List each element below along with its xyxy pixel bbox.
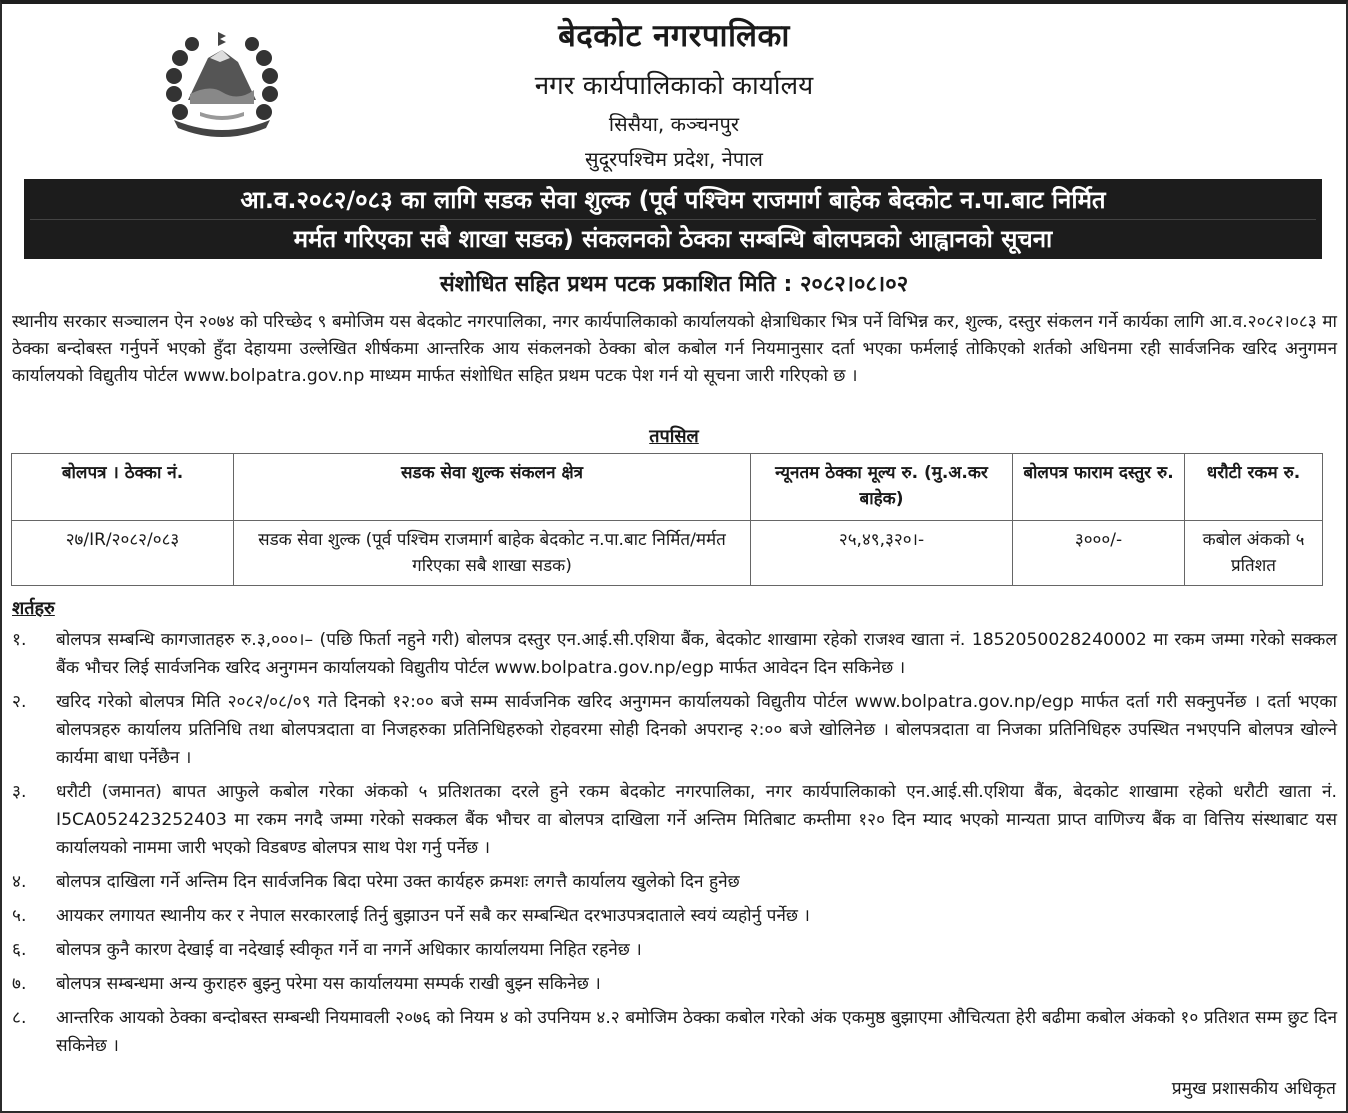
cell-min-value: २५,४९,३२०।- xyxy=(751,521,1013,586)
notice-title-banner xyxy=(24,179,1322,259)
term-text: खरिद गरेको बोलपत्र मिति २०८२/०८/०९ गते दिनको १२:०० बजे सम्म सार्वजनिक खरिद अनुगमन कार्यालयको विद्युतीय पोर्टल www.bolpatra.gov.np/egp मार्फत दर्ता गरी सक्नुपर्नेछ । दर्ता भएका बोलपत्रहरु कार्यालय प्रतिनिधि तथा बोलपत्रदाता वा निजहरुका प्रतिनिधिहरुको रोहवरमा सोही दिनको अपरान्ह २:०० बजे खोलिनेछ । बोलपत्रदाता वा निजका प्रतिनिधिहरु उपस्थित नभएपनि बोलपत्र खोल्ने कार्यमा बाधा पर्नेछैन । xyxy=(56,692,1337,768)
organization-name: बेदकोट नगरपालिका xyxy=(558,18,790,54)
terms-list xyxy=(12,626,1337,1066)
col-deposit: धरौटी रकम रु. xyxy=(1185,454,1323,521)
office-name: नगर कार्यपालिकाको कार्यालय xyxy=(534,71,814,101)
cell-deposit: कबोल अंकको ५ प्रतिशत xyxy=(1185,521,1323,586)
cell-form-fee: ३०००/- xyxy=(1013,521,1185,586)
signatory-title: प्रमुख प्रशासकीय अधिकृत xyxy=(1171,1079,1336,1099)
terms-title: शर्तहरु xyxy=(12,598,55,619)
term-item xyxy=(12,688,1337,772)
schedule-title: तपसिल xyxy=(649,426,699,447)
col-min-value: न्यूनतम ठेक्का मूल्य रु. (मु.अ.कर बाहेक) xyxy=(751,454,1013,521)
term-number: ६. xyxy=(12,940,27,960)
term-item xyxy=(12,970,1337,998)
office-location: सिसैया, कञ्चनपुर xyxy=(608,112,740,136)
table-row xyxy=(12,521,1323,586)
term-text: बोलपत्र कुनै कारण देखाई वा नदेखाई स्वीकृत गर्ने वा नगर्ने अधिकार कार्यालयमा निहित रहनेछ । xyxy=(56,940,642,960)
term-number: ३. xyxy=(12,782,27,802)
schedule-table xyxy=(11,453,1323,586)
term-number: ७. xyxy=(12,974,27,994)
term-text: आन्तरिक आयको ठेक्का बन्दोबस्त सम्बन्धी नियमावली २०७६ को नियम ४ को उपनियम ४.२ बमोजिम ठेक्का कबोल गरेको अंक एकमुष्ठ बुझाएमा औचित्यता हेरी बढीमा कबोल अंकको १० प्रतिशत सम्म छुट दिन सकिनेछ । xyxy=(56,1008,1337,1056)
table-header-row xyxy=(12,454,1323,521)
term-item xyxy=(12,1004,1337,1060)
col-collection-area: सडक सेवा शुल्क संकलन क्षेत्र xyxy=(234,454,751,521)
term-item xyxy=(12,626,1337,682)
banner-line-1: आ.व.२०८२/०८३ का लागि सडक सेवा शुल्क (पूर्व पश्चिम राजमार्ग बाहेक बेदकोट न.पा.बाट निर्मित xyxy=(240,186,1106,214)
term-number: ४. xyxy=(12,872,27,892)
term-item xyxy=(12,868,1337,896)
cell-contract-no: २७/IR/२०८२/०८३ xyxy=(12,521,234,586)
term-number: ८. xyxy=(12,1008,27,1028)
term-item xyxy=(12,778,1337,862)
term-item xyxy=(12,902,1337,930)
banner-line-2: मर्मत गरिएका सबै शाखा सडक) संकलनको ठेक्का सम्बन्धि बोलपत्रको आह्वानको सूचना xyxy=(293,225,1053,253)
intro-paragraph: स्थानीय सरकार सञ्चालन ऐन २०७४ को परिच्छेद ९ बमोजिम यस बेदकोट नगरपालिका, नगर कार्यपालिकाको कार्यालयको क्षेत्राधिकार भित्र पर्ने विभिन्न कर, शुल्क, दस्तुर संकलन गर्ने कार्यका लागि आ.व.२०८२।०८३ मा ठेक्का बन्दोबस्त गर्नुपर्ने भएको हुँदा देहायमा उल्लेखित शीर्षकमा आन्तरिक आय संकलनको ठेक्का बोल कबोल गर्न नियमानुसार दर्ता भएका फर्मलाई तोकिएको शर्तको अधिनमा रही सार्वजनिक खरिद अनुगमन कार्यालयको विद्युतीय पोर्टल www.bolpatra.gov.np माध्यम मार्फत संशोधित सहित प्रथम पटक पेश गर्न यो सूचना जारी गरिएको छ । xyxy=(12,312,1337,386)
publication-date: संशोधित सहित प्रथम पटक प्रकाशित मिति : २०८२।०८।०२ xyxy=(439,272,909,297)
col-contract-no: बोलपत्र । ठेक्का नं. xyxy=(12,454,234,521)
term-number: २. xyxy=(12,692,27,712)
province-name: सुदूरपश्चिम प्रदेश, नेपाल xyxy=(585,147,763,171)
term-text: बोलपत्र दाखिला गर्ने अन्तिम दिन सार्वजनिक बिदा परेमा उक्त कार्यहरु क्रमशः लगत्तै कार्यालय खुलेको दिन हुनेछ xyxy=(56,872,740,892)
term-text: बोलपत्र सम्बन्धमा अन्य कुराहरु बुझ्नु परेमा यस कार्यालयमा सम्पर्क राखी बुझ्न सकिनेछ । xyxy=(56,974,601,994)
term-text: धरौटी (जमानत) बापत आफुले कबोल गरेका अंकको ५ प्रतिशतका दरले हुने रकम बेदकोट नगरपालिका, नगर कार्यपालिकाको एन.आई.सी.एशिया बैंक, बेदकोट शाखामा रहेको धरौटी खाता नं. I5CA052423252403 मा रकम नगदै जम्मा गरेको सक्कल बैंक भौचर वा बोलपत्र दाखिला गर्ने अन्तिम मितिबाट कम्तीमा १२० दिन म्याद भएको मान्यता प्राप्त वाणिज्य बैंक वा वित्तिय संस्थाबाट यस कार्यालयको नाममा जारी भएको विडबण्ड बोलपत्र साथ पेश गर्नु पर्नेछ । xyxy=(56,782,1337,858)
term-number: १. xyxy=(12,630,27,650)
term-number: ५. xyxy=(12,906,27,926)
term-text: आयकर लगायत स्थानीय कर र नेपाल सरकारलाई तिर्नु बुझाउन पर्ने सबै कर सम्बन्धित दरभाउपत्रदाताले स्वयं व्यहोर्नु पर्नेछ । xyxy=(56,906,810,926)
term-text: बोलपत्र सम्बन्धि कागजातहरु रु.३,०००।– (पछि फिर्ता नहुने गरी) बोलपत्र दस्तुर एन.आई.सी.एशिया बैंक, बेदकोट शाखामा रहेको राजश्व खाता नं. 1852050028240002 मा रकम जम्मा गरेको सक्कल बैंक भौचर लिई सार्वजनिक खरिद अनुगमन कार्यालयको विद्युतीय पोर्टल www.bolpatra.gov.np/egp मार्फत आवेदन दिन सकिनेछ । xyxy=(56,630,1338,678)
col-form-fee: बोलपत्र फाराम दस्तुर रु. xyxy=(1013,454,1185,521)
cell-collection-area: सडक सेवा शुल्क (पूर्व पश्चिम राजमार्ग बाहेक बेदकोट न.पा.बाट निर्मित/मर्मत गरिएका सबै शाखा सडक) xyxy=(234,521,751,586)
term-item xyxy=(12,936,1337,964)
